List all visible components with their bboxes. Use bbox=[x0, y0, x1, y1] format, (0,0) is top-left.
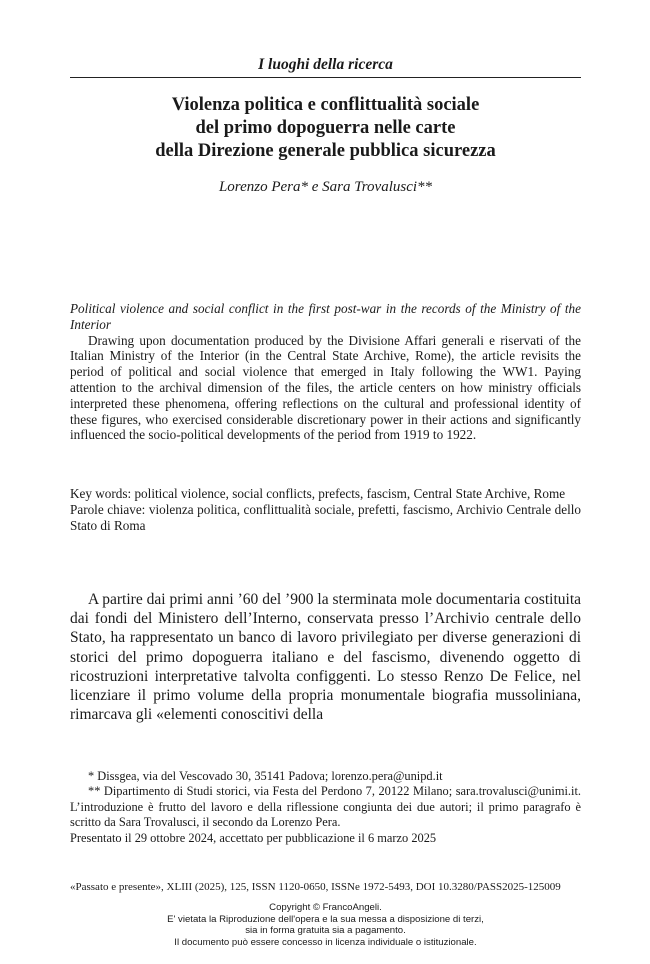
article-title-line-2: del primo dopoguerra nelle carte bbox=[195, 118, 456, 138]
journal-citation: «Passato e presente», XLIII (2025), 125, ISSN 1120-0650, ISSNe 1972-5493, DOI 10.3280/PASS2025-125009 bbox=[70, 881, 561, 893]
body-paragraph-1: A partire dai primi anni ’60 del ’900 la sterminata mole documentaria costituita dai fondi del Ministero dell’Interno, conservata presso l’Archivio centrale dello Stato, ha rappresentato un banco di lavoro privilegiato per diverse generazioni di storici del primo dopoguerra italiano e del fascismo, divenendo oggetto di ricostruzioni interpretative talvolta configgenti. Lo stesso Renzo De Felice, nel licenziare il primo volume della propria monumentale biografia mussoliniana, rimarcava gli «elementi conoscitivi della bbox=[70, 591, 581, 724]
article-title-line-3: della Direzione generale pubblica sicurezza bbox=[155, 141, 496, 161]
header-rule bbox=[70, 77, 581, 78]
submission-dates: Presentato il 29 ottobre 2024, accettato per pubblicazione il 6 marzo 2025 bbox=[70, 830, 437, 845]
footnotes bbox=[70, 769, 581, 846]
section-title: I luoghi della ricerca bbox=[258, 56, 393, 73]
article-title-line-1: Violenza politica e conflittualità sociale bbox=[171, 95, 480, 115]
copyright-line-3: sia in forma gratuita sia a pagamento. bbox=[245, 925, 406, 937]
body-text bbox=[70, 590, 581, 724]
copyright-line-2: E' vietata la Riproduzione dell'opera e la sua messa a disposizione di terzi, bbox=[167, 913, 484, 925]
keywords-italian: Parole chiave: violenza politica, conflittualità sociale, prefetti, fascismo, Archivio Centrale dello Stato di Roma bbox=[70, 501, 581, 533]
keywords bbox=[70, 486, 581, 533]
keywords-english: Key words: political violence, social conflicts, prefects, fascism, Central State Archive, Rome bbox=[70, 486, 566, 501]
copyright-line-4: Il documento può essere concesso in licenza individuale o istituzionale. bbox=[174, 936, 477, 948]
abstract-english-body: Drawing upon documentation produced by the Divisione Affari generali e riservati of the Italian Ministry of the Interior (in the Central State Archive, Rome), the article revisits the period of political and social violence that emerged in Italy following the WW1. Paying attention to the archival dimension of the files, the article centers on how ministry officials interpreted these phenomena, offering reflections on the cultural and professional identity of these figures, who exercised considerable discretionary power in their actions and significantly influenced the socio-political developments of the period from 1919 to 1922. bbox=[70, 332, 581, 443]
footnote-2: ** Dipartimento di Studi storici, via Festa del Perdono 7, 20122 Milano; sara.trovalusci@unimi.it. L’introduzione è frutto del lavoro e della riflessione congiunta dei due autori; il primo paragrafo è scritto da Sara Trovalusci, il secondo da Lorenzo Pera. bbox=[70, 784, 581, 830]
article-authors: Lorenzo Pera* e Sara Trovalusci** bbox=[218, 179, 433, 195]
copyright-notice bbox=[70, 902, 581, 948]
copyright-line-1: Copyright © FrancoAngeli. bbox=[269, 902, 382, 913]
abstract-english-title: Political violence and social conflict in the first post-war in the records of the Ministry of the Interior bbox=[70, 301, 581, 332]
article-title bbox=[70, 94, 581, 163]
footnote-1: * Dissgea, via del Vescovado 30, 35141 Padova; lorenzo.pera@unipd.it bbox=[88, 769, 443, 783]
abstract bbox=[70, 301, 581, 443]
